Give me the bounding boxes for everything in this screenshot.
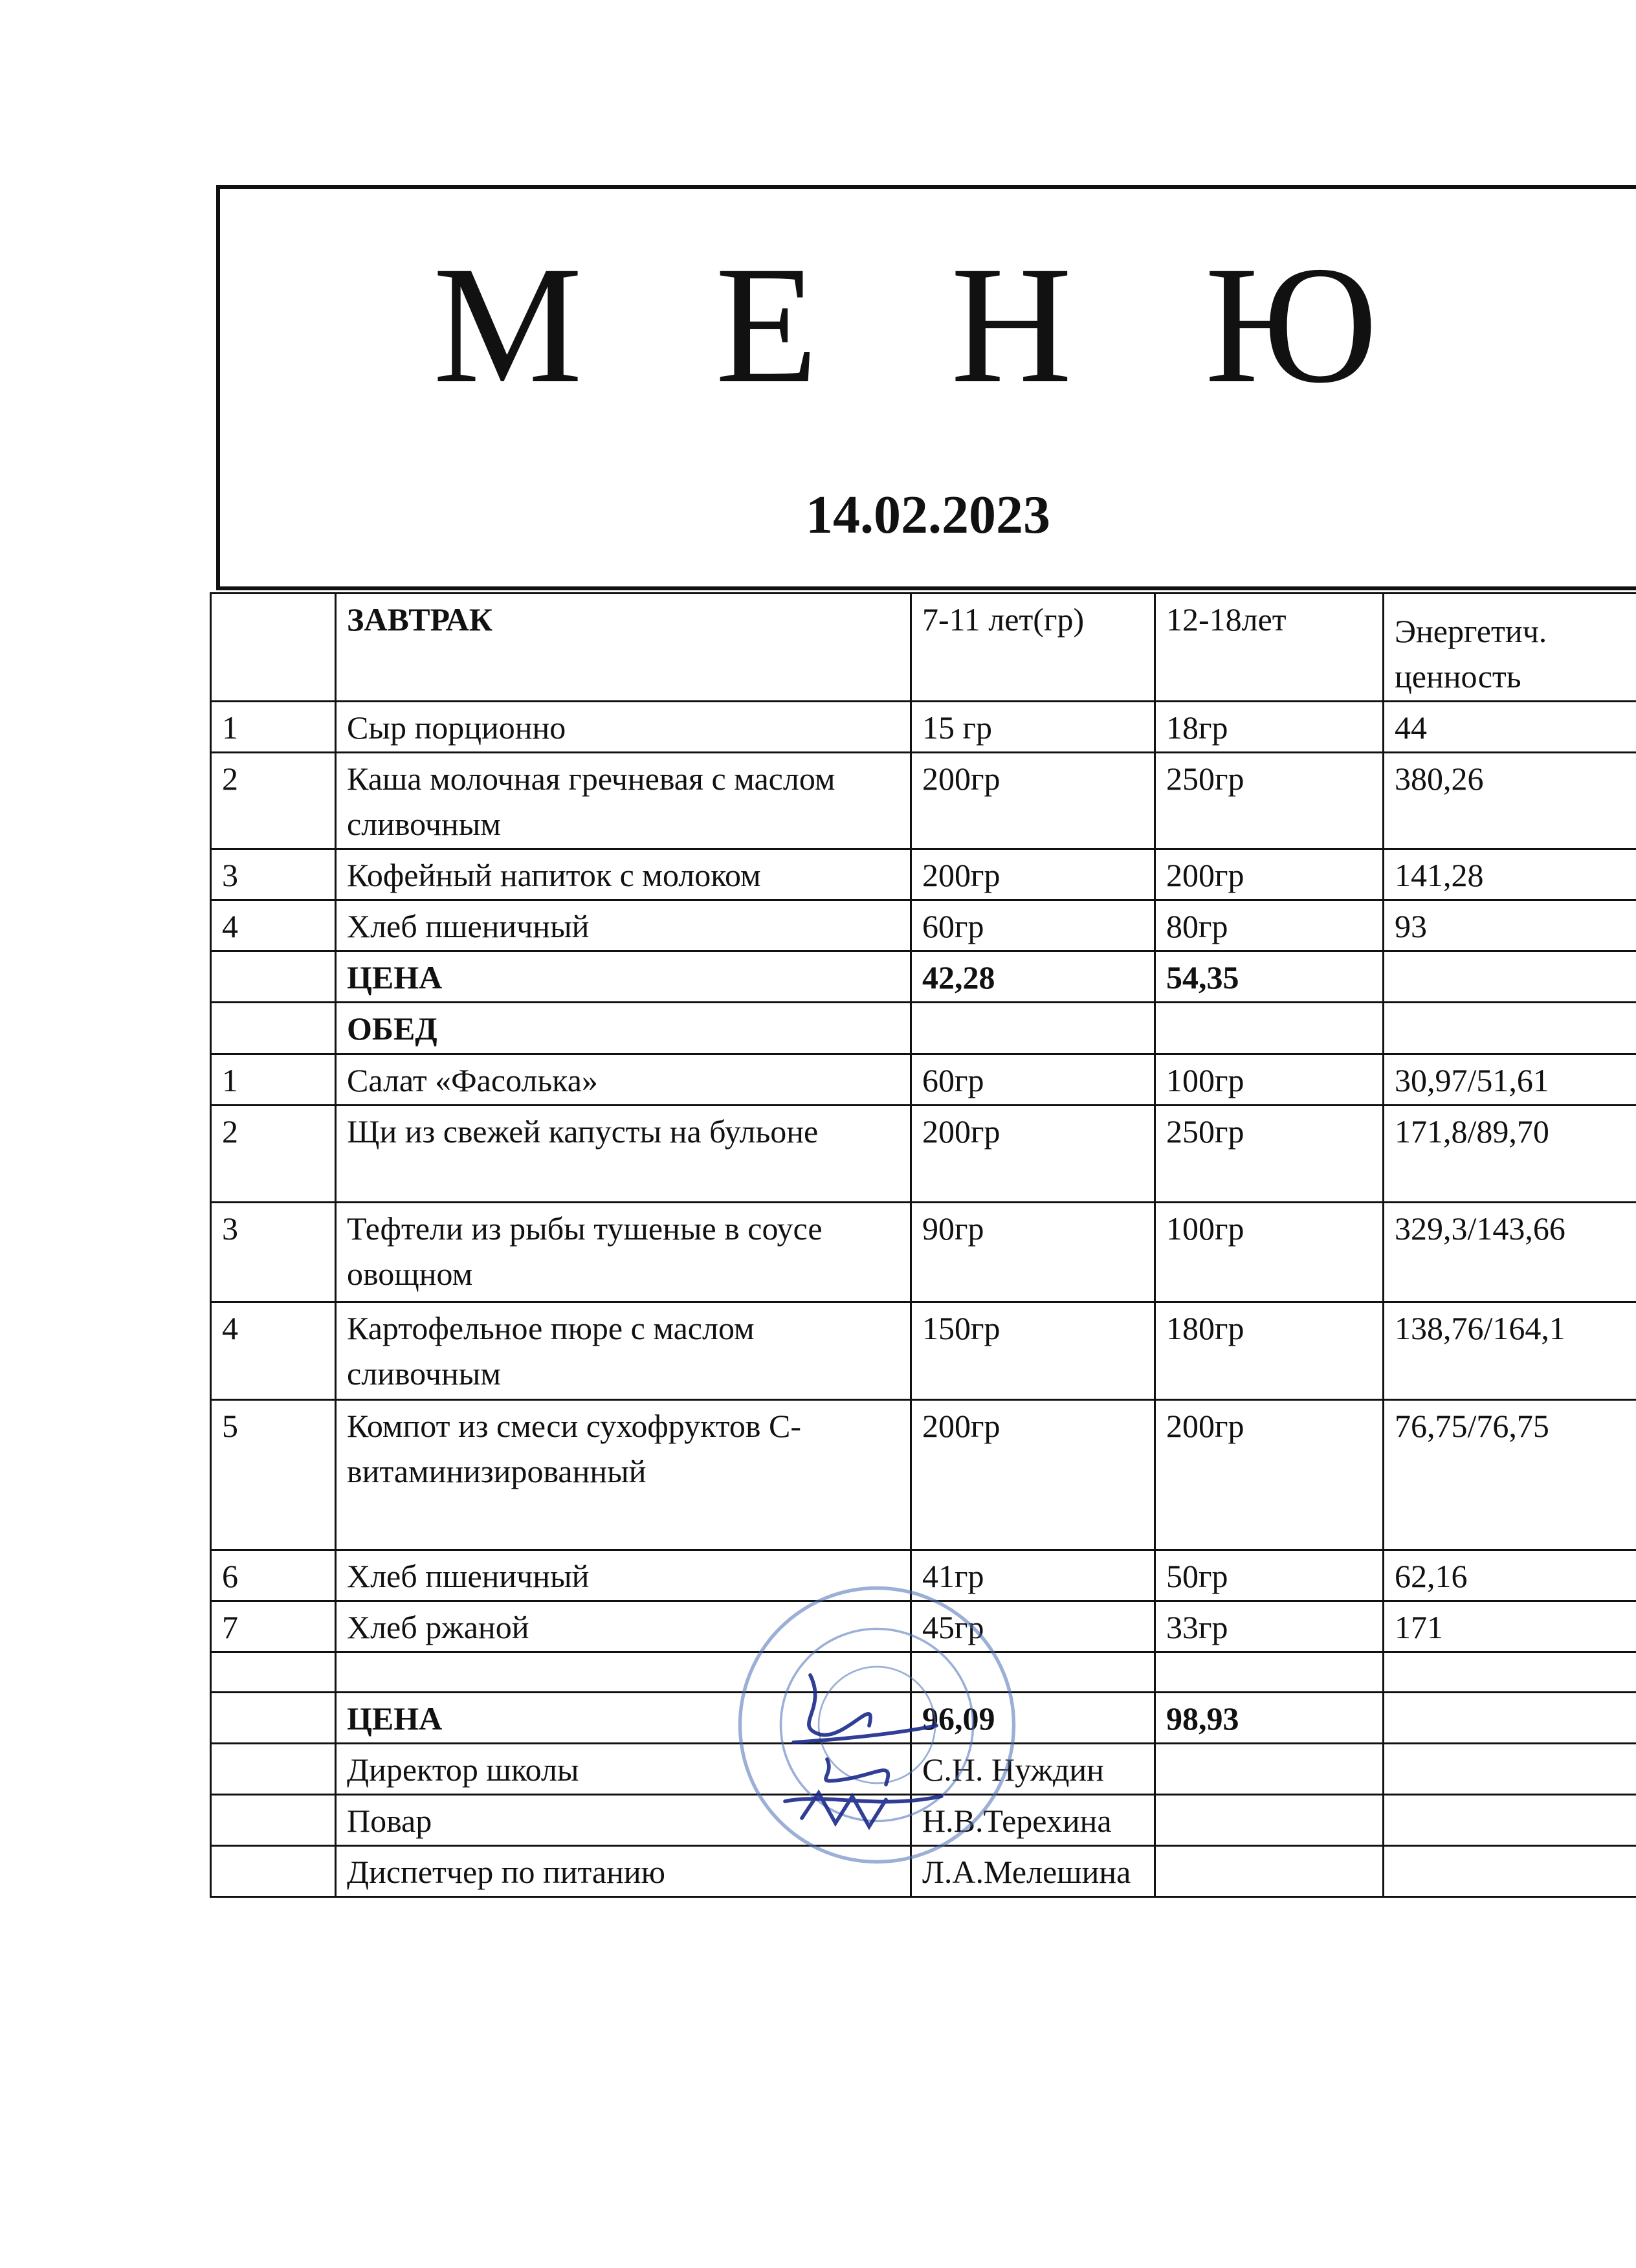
- item-name: Компот из смеси сухофруктов С-витаминизированный: [336, 1400, 911, 1550]
- item-number: 5: [211, 1400, 336, 1550]
- table-cell: [1155, 1744, 1384, 1795]
- item-number: 3: [211, 1203, 336, 1302]
- item-portion-age1: 45гр: [911, 1601, 1155, 1652]
- item-portion-age1: 60гр: [911, 1054, 1155, 1106]
- item-energy: 329,3/143,66: [1384, 1203, 1636, 1302]
- table-row: [211, 1054, 1636, 1106]
- item-portion-age1: 200гр: [911, 849, 1155, 900]
- item-name: Хлеб ржаной: [336, 1601, 911, 1652]
- title-box: [216, 185, 1636, 590]
- item-energy: 44: [1384, 702, 1636, 753]
- item-portion-age2: 250гр: [1155, 753, 1384, 849]
- table-cell: [1155, 1795, 1384, 1846]
- item-name: Хлеб пшеничный: [336, 900, 911, 951]
- table-row: [211, 753, 1636, 849]
- price-age1: 96,09: [911, 1693, 1155, 1744]
- table-cell: [211, 594, 336, 702]
- table-cell: [1155, 1652, 1384, 1693]
- signature-role: Директор школы: [336, 1744, 911, 1795]
- item-energy: 30,97/51,61: [1384, 1054, 1636, 1106]
- table-cell: [211, 1846, 336, 1897]
- item-portion-age1: 90гр: [911, 1203, 1155, 1302]
- item-name: Щи из свежей капусты на бульоне: [336, 1106, 911, 1203]
- item-portion-age1: 150гр: [911, 1302, 1155, 1400]
- breakfast-title: ЗАВТРАК: [336, 594, 911, 702]
- item-energy: 76,75/76,75: [1384, 1400, 1636, 1550]
- table-cell: [1384, 951, 1636, 1003]
- signature-name: Л.А.Мелешина: [911, 1846, 1155, 1897]
- table-row: [211, 702, 1636, 753]
- item-portion-age2: 200гр: [1155, 849, 1384, 900]
- price-label: ЦЕНА: [336, 951, 911, 1003]
- item-portion-age2: 50гр: [1155, 1550, 1384, 1601]
- table-cell: [911, 1003, 1155, 1054]
- price-age2: 98,93: [1155, 1693, 1384, 1744]
- table-row: [211, 1106, 1636, 1203]
- lunch-header-row: [211, 1003, 1636, 1054]
- table-cell: [211, 1744, 336, 1795]
- item-number: 2: [211, 1106, 336, 1203]
- item-name: Кофейный напиток с молоком: [336, 849, 911, 900]
- price-age2: 54,35: [1155, 951, 1384, 1003]
- item-portion-age2: 250гр: [1155, 1106, 1384, 1203]
- item-number: 3: [211, 849, 336, 900]
- item-name: Картофельное пюре с маслом сливочным: [336, 1302, 911, 1400]
- item-portion-age1: 200гр: [911, 753, 1155, 849]
- item-number: 6: [211, 1550, 336, 1601]
- item-number: 1: [211, 1054, 336, 1106]
- signature-name: С.Н. Нуждин: [911, 1744, 1155, 1795]
- item-name: Сыр порционно: [336, 702, 911, 753]
- table-cell: [211, 951, 336, 1003]
- item-portion-age1: 60гр: [911, 900, 1155, 951]
- column-header-energy: Энергетич. ценность: [1384, 594, 1636, 702]
- breakfast-price-row: [211, 951, 1636, 1003]
- item-energy: 141,28: [1384, 849, 1636, 900]
- item-portion-age1: 200гр: [911, 1400, 1155, 1550]
- item-energy: 93: [1384, 900, 1636, 951]
- item-portion-age2: 18гр: [1155, 702, 1384, 753]
- table-cell: [1384, 1652, 1636, 1693]
- table-cell: [211, 1652, 336, 1693]
- column-header-age2: 12-18лет: [1155, 594, 1384, 702]
- table-row: [211, 1302, 1636, 1400]
- item-energy: 62,16: [1384, 1550, 1636, 1601]
- table-cell: [1384, 1003, 1636, 1054]
- price-label: ЦЕНА: [336, 1693, 911, 1744]
- table-row: [211, 1400, 1636, 1550]
- table-cell: [211, 1693, 336, 1744]
- menu-date: 14.02.2023: [806, 485, 1050, 545]
- item-name: Хлеб пшеничный: [336, 1550, 911, 1601]
- table-cell: [1384, 1744, 1636, 1795]
- table-cell: [1384, 1795, 1636, 1846]
- signature-name: Н.В.Терехина: [911, 1795, 1155, 1846]
- item-number: 4: [211, 900, 336, 951]
- breakfast-header-row: [211, 594, 1636, 702]
- item-number: 2: [211, 753, 336, 849]
- table-row: [211, 900, 1636, 951]
- item-energy: 171,8/89,70: [1384, 1106, 1636, 1203]
- column-header-age1: 7-11 лет(гр): [911, 594, 1155, 702]
- item-portion-age2: 180гр: [1155, 1302, 1384, 1400]
- signature-role: Повар: [336, 1795, 911, 1846]
- table-cell: [1384, 1846, 1636, 1897]
- item-portion-age2: 200гр: [1155, 1400, 1384, 1550]
- item-name: Тефтели из рыбы тушеные в соусе овощном: [336, 1203, 911, 1302]
- lunch-title: ОБЕД: [336, 1003, 911, 1054]
- item-energy: 380,26: [1384, 753, 1636, 849]
- item-portion-age2: 80гр: [1155, 900, 1384, 951]
- item-portion-age2: 33гр: [1155, 1601, 1384, 1652]
- table-cell: [1155, 1003, 1384, 1054]
- item-portion-age1: 41гр: [911, 1550, 1155, 1601]
- item-number: 7: [211, 1601, 336, 1652]
- item-name: Каша молочная гречневая с маслом сливочным: [336, 753, 911, 849]
- table-row: [211, 849, 1636, 900]
- item-energy: 138,76/164,1: [1384, 1302, 1636, 1400]
- table-cell: [1384, 1693, 1636, 1744]
- table-row: [211, 1203, 1636, 1302]
- price-age1: 42,28: [911, 951, 1155, 1003]
- item-number: 4: [211, 1302, 336, 1400]
- item-number: 1: [211, 702, 336, 753]
- page-title: М Е Н Ю: [433, 232, 1423, 418]
- table-cell: [211, 1795, 336, 1846]
- table-cell: [1155, 1846, 1384, 1897]
- item-portion-age1: 15 гр: [911, 702, 1155, 753]
- item-portion-age1: 200гр: [911, 1106, 1155, 1203]
- item-energy: 171: [1384, 1601, 1636, 1652]
- table-cell: [211, 1003, 336, 1054]
- signature-role: Диспетчер по питанию: [336, 1846, 911, 1897]
- item-portion-age2: 100гр: [1155, 1054, 1384, 1106]
- item-portion-age2: 100гр: [1155, 1203, 1384, 1302]
- handwritten-signature: [777, 1657, 945, 1845]
- item-name: Салат «Фасолька»: [336, 1054, 911, 1106]
